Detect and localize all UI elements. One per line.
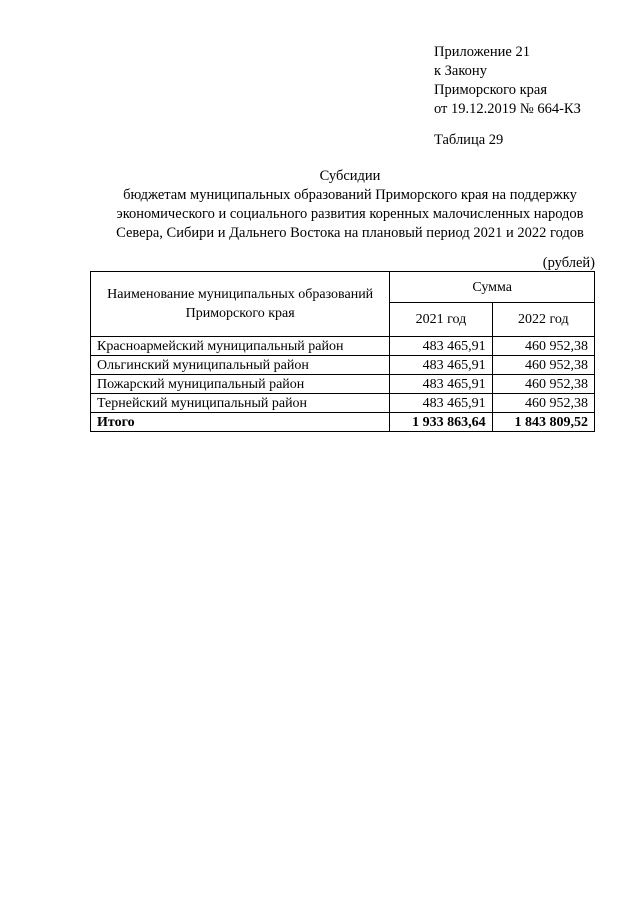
table-row xyxy=(91,356,595,375)
column-header-2022: 2022 год xyxy=(492,303,594,337)
title-line: Субсидии xyxy=(319,168,381,184)
title-line: экономического и социального развития коренных малочисленных народов xyxy=(116,206,584,222)
table-number: Таблица 29 xyxy=(434,132,504,148)
table-row xyxy=(91,394,595,413)
row-name: Пожарский муниципальный район xyxy=(91,375,390,394)
table-row xyxy=(91,375,595,394)
row-value-2021: 483 465,91 xyxy=(390,394,492,413)
row-name: Красноармейский муниципальный район xyxy=(91,337,390,356)
appendix-line: Приложение 21 xyxy=(434,44,530,60)
appendix-line: Приморского края xyxy=(434,82,548,98)
total-row xyxy=(91,413,595,432)
unit-label: (рублей) xyxy=(542,255,595,271)
row-name: Тернейский муниципальный район xyxy=(91,394,390,413)
document-title xyxy=(60,167,640,243)
row-value-2022: 460 952,38 xyxy=(492,394,594,413)
row-name: Ольгинский муниципальный район xyxy=(91,356,390,375)
row-value-2021: 483 465,91 xyxy=(390,337,492,356)
row-value-2022: 460 952,38 xyxy=(492,375,594,394)
appendix-line: от 19.12.2019 № 664-КЗ xyxy=(434,101,581,117)
title-line: бюджетам муниципальных образований Приморского края на поддержку xyxy=(123,187,577,203)
title-line: Севера, Сибири и Дальнего Востока на плановый период 2021 и 2022 годов xyxy=(116,225,584,241)
total-label: Итого xyxy=(91,413,390,432)
row-value-2022: 460 952,38 xyxy=(492,356,594,375)
appendix-reference xyxy=(434,43,581,119)
row-value-2022: 460 952,38 xyxy=(492,337,594,356)
row-value-2021: 483 465,91 xyxy=(390,356,492,375)
column-header-sum: Сумма xyxy=(390,272,595,303)
total-value-2021: 1 933 863,64 xyxy=(390,413,492,432)
table-row xyxy=(91,337,595,356)
column-header-name: Наименование муниципальных образований Приморского края xyxy=(91,272,390,337)
column-header-2021: 2021 год xyxy=(390,303,492,337)
total-value-2022: 1 843 809,52 xyxy=(492,413,594,432)
row-value-2021: 483 465,91 xyxy=(390,375,492,394)
subsidies-table xyxy=(90,271,595,432)
appendix-line: к Закону xyxy=(434,63,487,79)
